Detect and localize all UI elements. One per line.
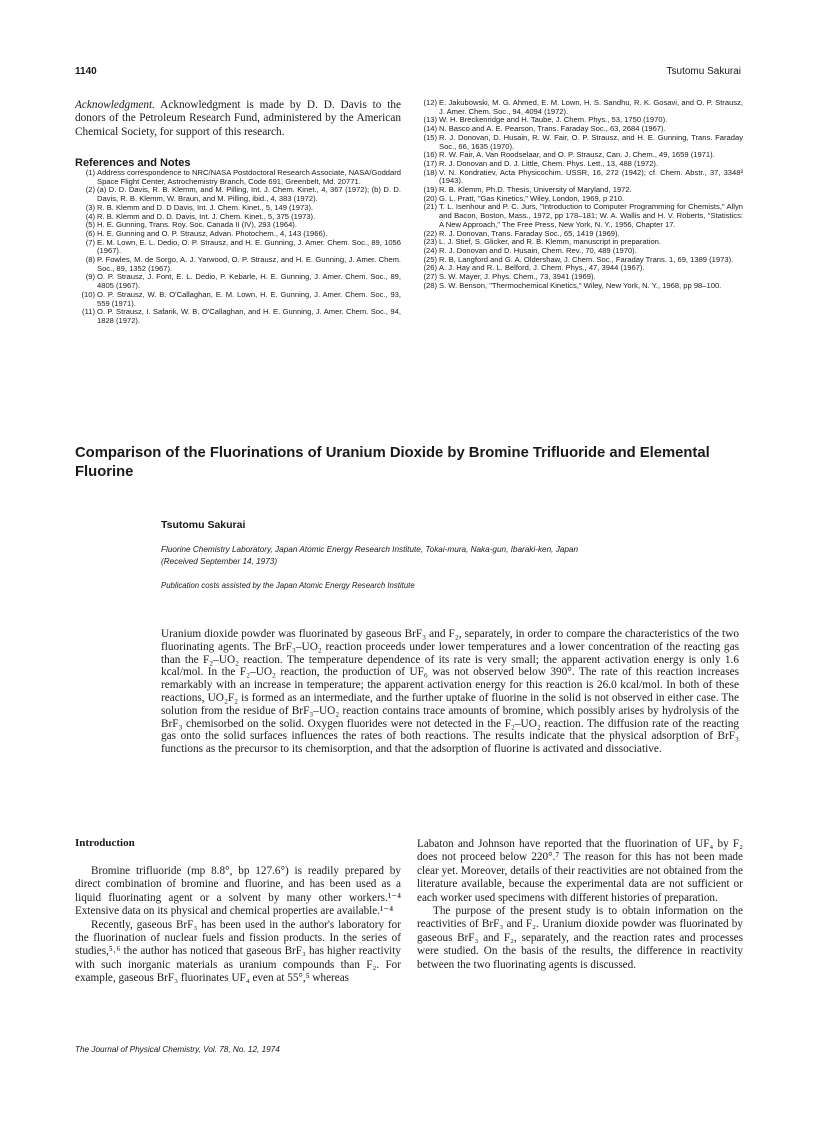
reference-text: E. M. Lown, E. L. Dedio, O. P. Strausz, and H. E. Gunning, J. Amer. Chem. Soc., 89, 1056 (1967). (97, 237, 401, 256)
reference-item (75, 256, 401, 273)
reference-text: S. W. Benson, "Thermochemical Kinetics," Wiley, New York, N. Y., 1968, pp 98–100. (439, 280, 722, 290)
references-list-right (417, 99, 743, 290)
reference-text: R. J. Donovan and D. Husain, Chem. Rev., 70, 489 (1970). (439, 245, 637, 255)
reference-number: (28) (423, 280, 437, 290)
reference-number: (17) (423, 158, 437, 168)
reference-text: Address correspondence to NRC/NASA Postdoctoral Research Associate, NASA/Goddard Space Flight Center, Astrochemistry Branch, Code 691, Greenbelt, Md. 20771. (97, 168, 401, 186)
reference-text: L. J. Stief, S. Glicker, and R. B. Klemm, manuscript in preparation. (439, 237, 661, 247)
reference-text: V. N. Kondratiev, Acta Physicochim. USSR, 16, 272 (1942); cf. Chem. Abstr., 37, 3348² (1943). (439, 167, 743, 186)
reference-number: (9) (85, 272, 95, 282)
reference-number: (2) (85, 185, 95, 195)
abstract: Uranium dioxide powder was fluorinated by gaseous BrF₃ and F₂, separately, in order to compare the characteristics of the two fluorinating agents. The BrF₃–UO₂ reaction proceeds under lower temperatures and a lower concentration of the reacting gas than the F₂–UO₂ reaction. The temperature dependence of its rate is very small; the apparent activation energy is only 1.6 kcal/mol. In the F₂–UO₂ reaction, the production of UF₆ was not observed below 390°. The rate of this reaction increases remarkably with an increase in temperature; the apparent activation energy for this reaction is 26.0 kcal/mol. In both of these reactions, UO₂F₂ is formed as an intermediate, and the further uptake of fluorine in the solid is not observed in either case. The solution from the residue of BrF₃–UO₂ reaction contains trace amounts of bromine, which possibly arises by hydrolysis of the BrF₃ chemisorbed on the solid. Oxygen fluorides were not detected in the F₂–UO₂ reaction. The diffusion rate of the reacting gas onto the solid surfaces influences the rates of both reactions. The results indicate that the physical adsorption of BrF₃ functions as the precursor to its chemisorption, and that the adsorption of fluorine is activated and dissociative. (161, 628, 739, 756)
paragraph: Labaton and Johnson have reported that the fluorination of UF₄ by F₂ does not proceed below 220°.⁷ The reason for this has not been made clear yet. Moreover, details of their reactivities are not obtained from the literature available, because the experimental data are not sufficient or each worker used specimens with different histories of preparation. (417, 838, 743, 904)
reference-text: R. B. Langford and G. A. Oldershaw, J. Chem. Soc., Faraday Trans. 1, 69, 1389 (1973). (439, 254, 734, 264)
reference-text: W. H. Breckenridge and H. Taube, J. Chem. Phys., 53, 1750 (1970). (439, 115, 668, 125)
reference-number: (15) (423, 132, 437, 142)
reference-item (417, 282, 743, 291)
reference-item (417, 134, 743, 151)
journal-footer: The Journal of Physical Chemistry, Vol. 78, No. 12, 1974 (75, 1045, 280, 1054)
reference-number: (25) (423, 254, 437, 264)
paragraph: The purpose of the present study is to obtain information on the reactivities of BrF₃ and F₂. Uranium dioxide powder was fluorinated by gaseous BrF₃ and F₂, separately, and the reaction rates and processes were studied. On the basis of the results, the difference in reactivity between the two fluorinating agents is discussed. (417, 905, 743, 971)
reference-number: (3) (85, 202, 95, 212)
reference-text: R. J. Donovan, D. Husain, R. W. Fair, O. P. Strausz, and H. E. Gunning, Trans. Faraday Soc., 66, 1635 (1970). (439, 132, 743, 151)
acknowledgment (75, 99, 401, 139)
reference-number: (11) (82, 307, 95, 317)
reference-text: N. Basco and A. E. Pearson, Trans. Faraday Soc., 63, 2684 (1967). (439, 124, 666, 134)
introduction-column-left (75, 865, 401, 986)
references-heading: References and Notes (75, 157, 191, 169)
received-date: (Received September 14, 1973) (161, 557, 278, 566)
reference-text: G. L. Pratt, "Gas Kinetics," Wiley, London, 1969, p 210. (439, 193, 625, 203)
reference-text: R. J. Donovan and D. J. Little, Chem. Phys. Lett., 13, 488 (1972). (439, 158, 659, 168)
reference-text: R. J. Donovan, Trans. Faraday Soc., 65, 1419 (1969). (439, 228, 620, 238)
reference-number: (24) (423, 245, 437, 255)
reference-item (75, 291, 401, 308)
reference-text: S. W. Mayer, J. Phys. Chem., 73, 3941 (1969). (439, 272, 596, 282)
running-header-author: Tsutomu Sakurai (666, 66, 741, 77)
author-affiliation (161, 544, 721, 568)
section-heading-introduction: Introduction (75, 837, 135, 849)
reference-text: (a) D. D. Davis, R. B. Klemm, and M. Pilling, Int. J. Chem. Kinet., 4, 367 (1972); (b) D. D. Davis, R. B. Klemm, W. Braun, and M. Pilling, ibid., 4, 383 (1972). (97, 185, 401, 204)
page-number: 1140 (75, 66, 97, 77)
reference-number: (16) (423, 150, 437, 160)
reference-number: (7) (85, 237, 95, 247)
reference-number: (22) (423, 228, 437, 238)
reference-number: (1) (85, 168, 95, 177)
reference-text: H. E. Gunning and O. P. Strausz, Advan. Photochem., 4, 143 (1966). (97, 228, 328, 238)
reference-number: (21) (423, 202, 437, 212)
reference-number: (14) (423, 124, 437, 134)
reference-text: O. P. Strausz, I. Safarik, W. B. O'Callaghan, and H. E. Gunning, J. Amer. Chem. Soc., 94, 1828 (1972). (97, 307, 401, 325)
reference-number: (12) (423, 98, 437, 107)
references-list-left (75, 169, 401, 326)
reference-item (417, 99, 743, 116)
reference-text: E. Jakubowski, M. G. Ahmed, E. M. Lown, H. S. Sandhu, R. K. Gosavi, and O. P. Strausz, J. Amer. Chem. Soc., 94, 4094 (1972). (439, 98, 743, 116)
reference-number: (8) (85, 255, 95, 265)
reference-number: (13) (423, 115, 437, 125)
reference-number: (26) (423, 263, 437, 273)
reference-text: T. L. Isenhour and P. C. Jurs, "Introduction to Computer Programming for Chemists," Allyn and Bacon, Boston, Mass., 1972, pp 178–181; W. A. Wallis and H. V. Roberts, "Statistics: A New Approach," The Free Press, New York, N. Y., 1956, Chapter 17. (439, 202, 743, 229)
paragraph: Recently, gaseous BrF₃ has been used in the author's laboratory for the fluorination of nuclear fuels and fission products. In the series of studies,⁵˒⁶ the author has noticed that gaseous BrF₃ has higher reactivity with such inorganic materials as uranium compounds than F₂. For example, gaseous BrF₃ fluorinates UF₄ even at 55°,⁵ whereas (75, 918, 401, 985)
reference-number: (23) (423, 237, 437, 247)
affiliation-text: Fluorine Chemistry Laboratory, Japan Atomic Energy Research Institute, Tokai-mura, Naka-gun, Ibaraki-ken, Japan (161, 545, 578, 554)
reference-number: (4) (85, 211, 95, 221)
reference-item (417, 203, 743, 229)
reference-item (75, 169, 401, 186)
reference-number: (19) (423, 185, 437, 195)
reference-item (75, 273, 401, 290)
reference-text: R. B. Klemm and D. D Davis, Int. J. Chem. Kinet., 5, 149 (1973). (97, 202, 314, 212)
reference-number: (20) (423, 193, 437, 203)
acknowledgment-label: Acknowledgment. (75, 99, 155, 111)
reference-item (75, 186, 401, 203)
reference-text: R. B. Klemm and D. D. Davis, Int. J. Chem. Kinet., 5, 375 (1973). (97, 211, 316, 221)
reference-item (75, 308, 401, 325)
reference-number: (18) (423, 167, 437, 177)
reference-number: (10) (81, 289, 95, 299)
reference-text: H. E. Gunning, Trans. Roy. Soc. Canada II (IV), 293 (1964). (97, 220, 297, 230)
reference-number: (6) (85, 228, 95, 238)
reference-text: O. P. Strausz, J. Font, E. L. Dedio, P. Kebarle, H. E. Gunning, J. Amer. Chem. Soc., 89, 4805 (1967). (97, 272, 401, 291)
reference-text: R. B. Klemm, Ph.D. Thesis, University of Maryland, 1972. (439, 185, 632, 195)
paragraph: Bromine trifluoride (mp 8.8°, bp 127.6°) is readily prepared by direct combination of bromine and fluorine, and has been used as a liquid fluorinating agent or a solvent by many other workers.¹⁻⁴ Extensive data on its physical and chemical properties are available.¹⁻⁴ (75, 865, 401, 918)
article-title: Comparison of the Fluorinations of Uranium Dioxide by Bromine Trifluoride and Elemental Fluorine (75, 445, 710, 480)
reference-text: O. P. Strausz, W. B. O'Callaghan, E. M. Lown, H. E. Gunning, J. Amer. Chem. Soc., 93, 559 (1971). (97, 289, 401, 308)
publication-costs-note: Publication costs assisted by the Japan Atomic Energy Research Institute (161, 581, 415, 590)
reference-text: R. W. Fair, A. Van Roodselaar, and O. P. Strausz, Can. J. Chem., 49, 1659 (1971). (439, 150, 715, 160)
reference-text: P. Fowles, M. de Sorgo, A. J. Yarwood, O. P. Strausz, and H. E. Gunning, J. Amer. Chem. Soc., 89, 1352 (1967). (97, 255, 401, 273)
reference-number: (27) (423, 272, 437, 282)
reference-number: (5) (85, 220, 95, 230)
reference-item (417, 169, 743, 186)
reference-text: A. J. Hay and R. L. Belford, J. Chem. Phys., 47, 3944 (1967). (439, 263, 645, 273)
reference-item (75, 239, 401, 256)
acknowledgment-text: Acknowledgment is made by D. D. Davis to the donors of the Petroleum Research Fund, administered by the American Chemical Society, for support of this research. (75, 99, 401, 138)
introduction-column-right (417, 838, 743, 972)
article-author: Tsutomu Sakurai (161, 519, 246, 531)
